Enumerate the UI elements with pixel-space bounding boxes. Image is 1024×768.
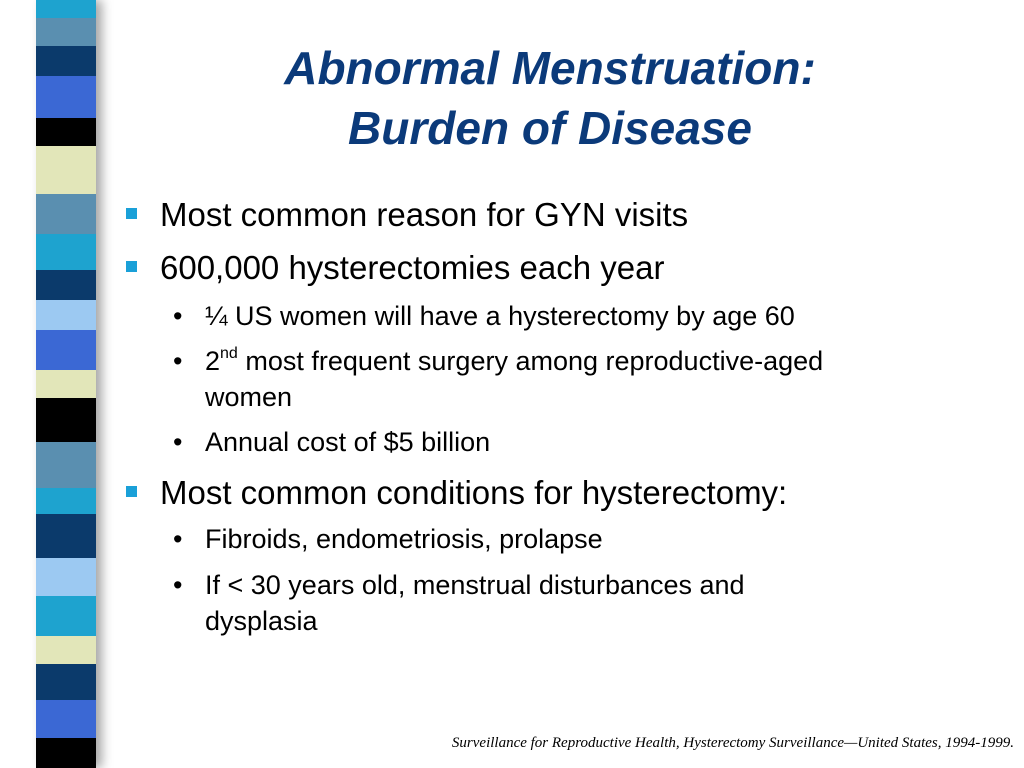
stripe-block xyxy=(36,118,96,146)
stripe-block xyxy=(36,370,96,398)
bullet-gyn-visits: Most common reason for GYN visits xyxy=(160,195,688,235)
sub-bullet-under-30: • If < 30 years old, menstrual disturbances and dysplasia xyxy=(205,567,1005,639)
stripe-block xyxy=(36,636,96,664)
square-bullet-icon xyxy=(126,486,137,497)
stripe-block xyxy=(36,300,96,330)
decorative-stripe xyxy=(36,0,96,768)
stripe-block xyxy=(36,488,96,514)
bullet-conditions: Most common conditions for hysterectomy: xyxy=(160,473,787,513)
square-bullet-icon xyxy=(126,261,137,272)
dot-bullet-icon: • xyxy=(173,301,183,331)
stripe-block xyxy=(36,558,96,596)
stripe-block xyxy=(36,46,96,76)
stripe-block xyxy=(36,0,96,18)
dot-bullet-icon: • xyxy=(173,524,183,554)
dot-bullet-icon: • xyxy=(173,570,183,600)
stripe-block xyxy=(36,330,96,370)
bullet-hysterectomies-per-year: 600,000 hysterectomies each year xyxy=(160,248,664,288)
sub-bullet-second-surgery: • 2nd most frequent surgery among reproductive-aged women xyxy=(173,345,824,412)
stripe-block xyxy=(36,194,96,234)
dot-bullet-icon: • xyxy=(173,346,183,376)
stripe-block xyxy=(36,146,96,194)
sub-bullet-fibroids: • Fibroids, endometriosis, prolapse xyxy=(205,521,1005,557)
sub-bullet-quarter-women: • ¼ US women will have a hysterectomy by age 60 xyxy=(205,298,1005,334)
stripe-block xyxy=(36,664,96,700)
stripe-block xyxy=(36,398,96,442)
citation: Surveillance for Reproductive Health, Hysterectomy Surveillance—United States, 1994-1999. xyxy=(451,735,1014,751)
square-bullet-icon xyxy=(126,208,137,219)
stripe-block xyxy=(36,270,96,300)
sub-bullet-annual-cost: • Annual cost of $5 billion xyxy=(205,424,1005,460)
title-line-1: Abnormal Menstruation: xyxy=(284,42,816,94)
title-line-2: Burden of Disease xyxy=(348,102,752,154)
stripe-block xyxy=(36,738,96,768)
stripe-block xyxy=(36,514,96,558)
stripe-block xyxy=(36,442,96,488)
stripe-block xyxy=(36,76,96,118)
stripe-block xyxy=(36,18,96,46)
stripe-block xyxy=(36,234,96,270)
dot-bullet-icon: • xyxy=(173,427,183,457)
slide-title xyxy=(170,38,930,158)
stripe-block xyxy=(36,596,96,636)
stripe-block xyxy=(36,700,96,738)
